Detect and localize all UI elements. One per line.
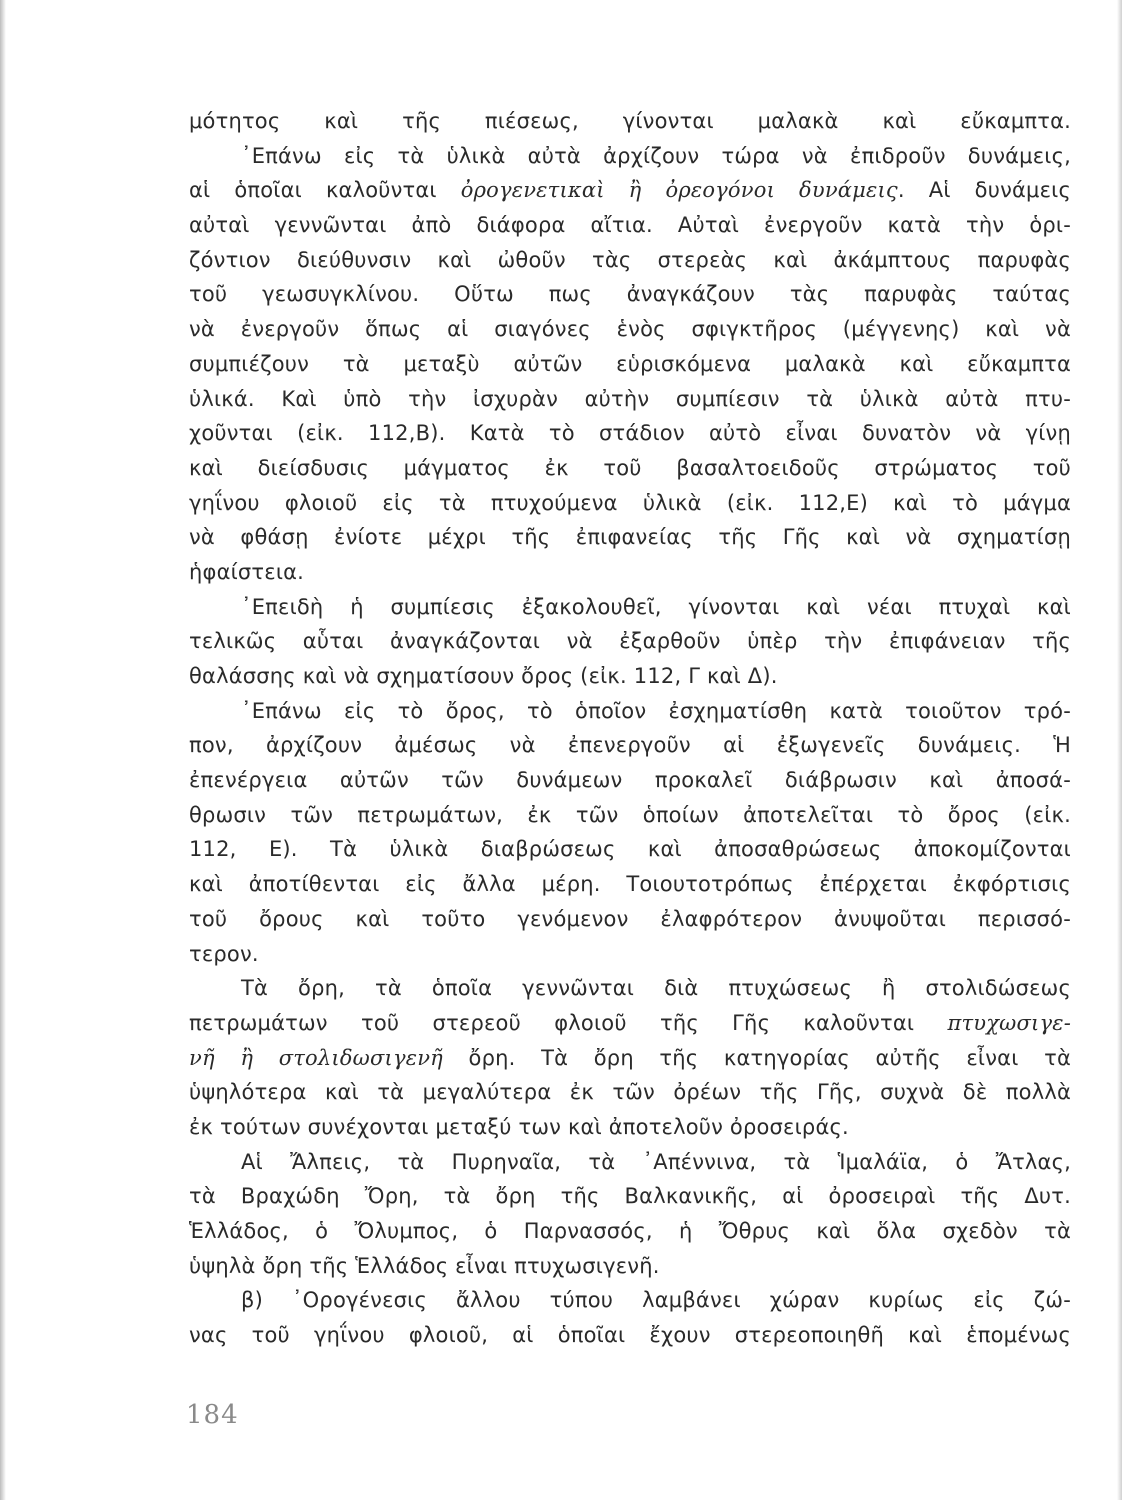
text-line: Αἱ Ἄλπεις, τὰ Πυρηναῖα, τὰ ᾿Απέννινα, τὰ Ἱμαλάϊα, ὁ Ἄτλας, [241,1149,1071,1174]
text-line: ἡφαίστεια. [189,559,305,584]
page-right-edge-shadow [1117,0,1122,1500]
text-line [189,1006,1071,1041]
text-line: καὶ διείσδυσις μάγματος ἐκ τοῦ βασαλτοειδοῦς στρώματος τοῦ [189,455,1071,480]
text-line: 112, Ε). Τὰ ὑλικὰ διαβρώσεως καὶ ἀποσαθρώσεως ἀποκομίζονται [189,837,1071,862]
page-number: 184 [186,1400,239,1430]
text-line: νὰ φθάσῃ ἐνίοτε μέχρι τῆς ἐπιφανείας τῆς Γῆς καὶ νὰ σχηματίσῃ [189,525,1071,550]
text-line: Ἑλλάδος, ὁ Ὄλυμπος, ὁ Παρνασσός, ἡ Ὄθρυς καὶ ὅλα σχεδὸν τὰ [189,1219,1071,1243]
text-fragment: ὄρη. Τὰ ὄρη τῆς κατηγορίας αὐτῆς εἶναι τὰ [442,1045,1071,1070]
text-line: καὶ ἀποτίθενται εἰς ἄλλα μέρη. Τοιουτοτρόπως ἐπέρχεται ἐκφόρτισις [189,872,1071,897]
emphasized-term: νῆ ἢ στολιδωσιγενῆ [189,1045,443,1070]
text-line: τοῦ ὄρους καὶ τοῦτο γενόμενον ἐλαφρότερον ἀνυψοῦται περισσό- [189,906,1071,931]
text-line: ᾿Επάνω εἰς τὸ ὄρος, τὸ ὁποῖον ἐσχηματίσθη κατὰ τοιοῦτον τρό- [241,698,1071,723]
text-line: συμπιέζουν τὰ μεταξὺ αὐτῶν εὑρισκόμενα μαλακὰ καὶ εὔκαμπτα [189,351,1071,376]
text-line: Τὰ ὄρη, τὰ ὁποῖα γεννῶνται διὰ πτυχώσεως ἢ στολιδώσεως [241,976,1071,1001]
text-line: χοῦνται (εἰκ. 112,Β). Κατὰ τὸ στάδιον αὐτὸ εἶναι δυνατὸν νὰ γίνῃ [189,421,1071,446]
text-line: ἐκ τούτων συνέχονται μεταξύ των καὶ ἀποτελοῦν ὀροσειράς. [189,1114,849,1139]
text-line: πον, ἀρχίζουν ἀμέσως νὰ ἐπενεργοῦν αἱ ἐξωγενεῖς δυνάμεις. Ἡ [189,733,1071,758]
text-line: γηΐνου φλοιοῦ εἰς τὰ πτυχούμενα ὑλικὰ (εἰκ. 112,Ε) καὶ τὸ μάγμα [189,490,1071,515]
text-line: ᾿Επειδὴ ἡ συμπίεσις ἐξακολουθεῖ, γίνονται καὶ νέαι πτυχαὶ καὶ [241,594,1071,619]
text-line: ὑψηλὰ ὄρη τῆς Ἑλλάδος εἶναι πτυχωσιγενῆ. [189,1253,660,1278]
text-fragment: πετρωμάτων τοῦ στερεοῦ φλοιοῦ τῆς Γῆς καλοῦνται [189,1010,948,1035]
text-line: τερον. [189,941,259,966]
page-left-edge-shadow [0,0,6,1500]
text-line: μότητος καὶ τῆς πιέσεως, γίνονται μαλακὰ καὶ εὔκαμπτα. [189,109,1071,133]
body-text [189,104,1071,1353]
text-line: ὑψηλότερα καὶ τὰ μεγαλύτερα ἐκ τῶν ὀρέων τῆς Γῆς, συχνὰ δὲ πολλὰ [189,1080,1071,1105]
text-line: β) ᾿Ορογένεσις ἄλλου τύπου λαμβάνει χώραν κυρίως εἰς ζώ- [241,1288,1071,1313]
text-line: θρωσιν τῶν πετρωμάτων, ἐκ τῶν ὁποίων ἀποτελεῖται τὸ ὄρος (εἰκ. [189,802,1071,827]
text-line [189,1041,1071,1076]
text-line: ἐπενέργεια αὐτῶν τῶν δυνάμεων προκαλεῖ διάβρωσιν καὶ ἀποσά- [189,768,1071,793]
emphasized-term: πτυχωσιγε- [947,1010,1071,1035]
text-line [189,173,1071,208]
text-line: νὰ ἐνεργοῦν ὅπως αἱ σιαγόνες ἑνὸς σφιγκτῆρος (μέγγενης) καὶ νὰ [189,317,1071,342]
text-fragment: αἱ ὁποῖαι καλοῦνται [189,178,461,203]
text-line: αὐταὶ γεννῶνται ἀπὸ διάφορα αἴτια. Αὐταὶ ἐνεργοῦν κατὰ τὴν ὁρι- [189,213,1071,238]
text-line: τοῦ γεωσυγκλίνου. Οὕτω πως ἀναγκάζουν τὰς παρυφὰς ταύτας [189,282,1071,307]
text-line: νας τοῦ γηΐνου φλοιοῦ, αἱ ὁποῖαι ἔχουν στερεοποιηθῆ καὶ ἑπομένως [189,1323,1071,1348]
text-line: ὑλικά. Καὶ ὑπὸ τὴν ἰσχυρὰν αὐτὴν συμπίεσιν τὰ ὑλικὰ αὐτὰ πτυ- [189,386,1071,411]
text-fragment: . Αἱ δυνάμεις [897,178,1071,203]
text-line: θαλάσσης καὶ νὰ σχηματίσουν ὄρος (εἰκ. 112, Γ καὶ Δ). [189,664,778,688]
text-line: τὰ Βραχώδη Ὄρη, τὰ ὄρη τῆς Βαλκανικῆς, αἱ ὀροσειραὶ τῆς Δυτ. [189,1184,1071,1209]
emphasized-term: ὀρογενετικαὶ ἢ ὀρεογόνοι δυνάμεις [460,178,898,203]
text-line: ζόντιον διεύθυνσιν καὶ ὠθοῦν τὰς στερεὰς καὶ ἀκάμπτους παρυφὰς [189,247,1071,272]
text-line: ᾿Επάνω εἰς τὰ ὑλικὰ αὐτὰ ἀρχίζουν τώρα νὰ ἐπιδροῦν δυνάμεις, [241,143,1071,168]
text-line: τελικῶς αὗται ἀναγκάζονται νὰ ἐξαρθοῦν ὑπὲρ τὴν ἐπιφάνειαν τῆς [189,629,1071,654]
